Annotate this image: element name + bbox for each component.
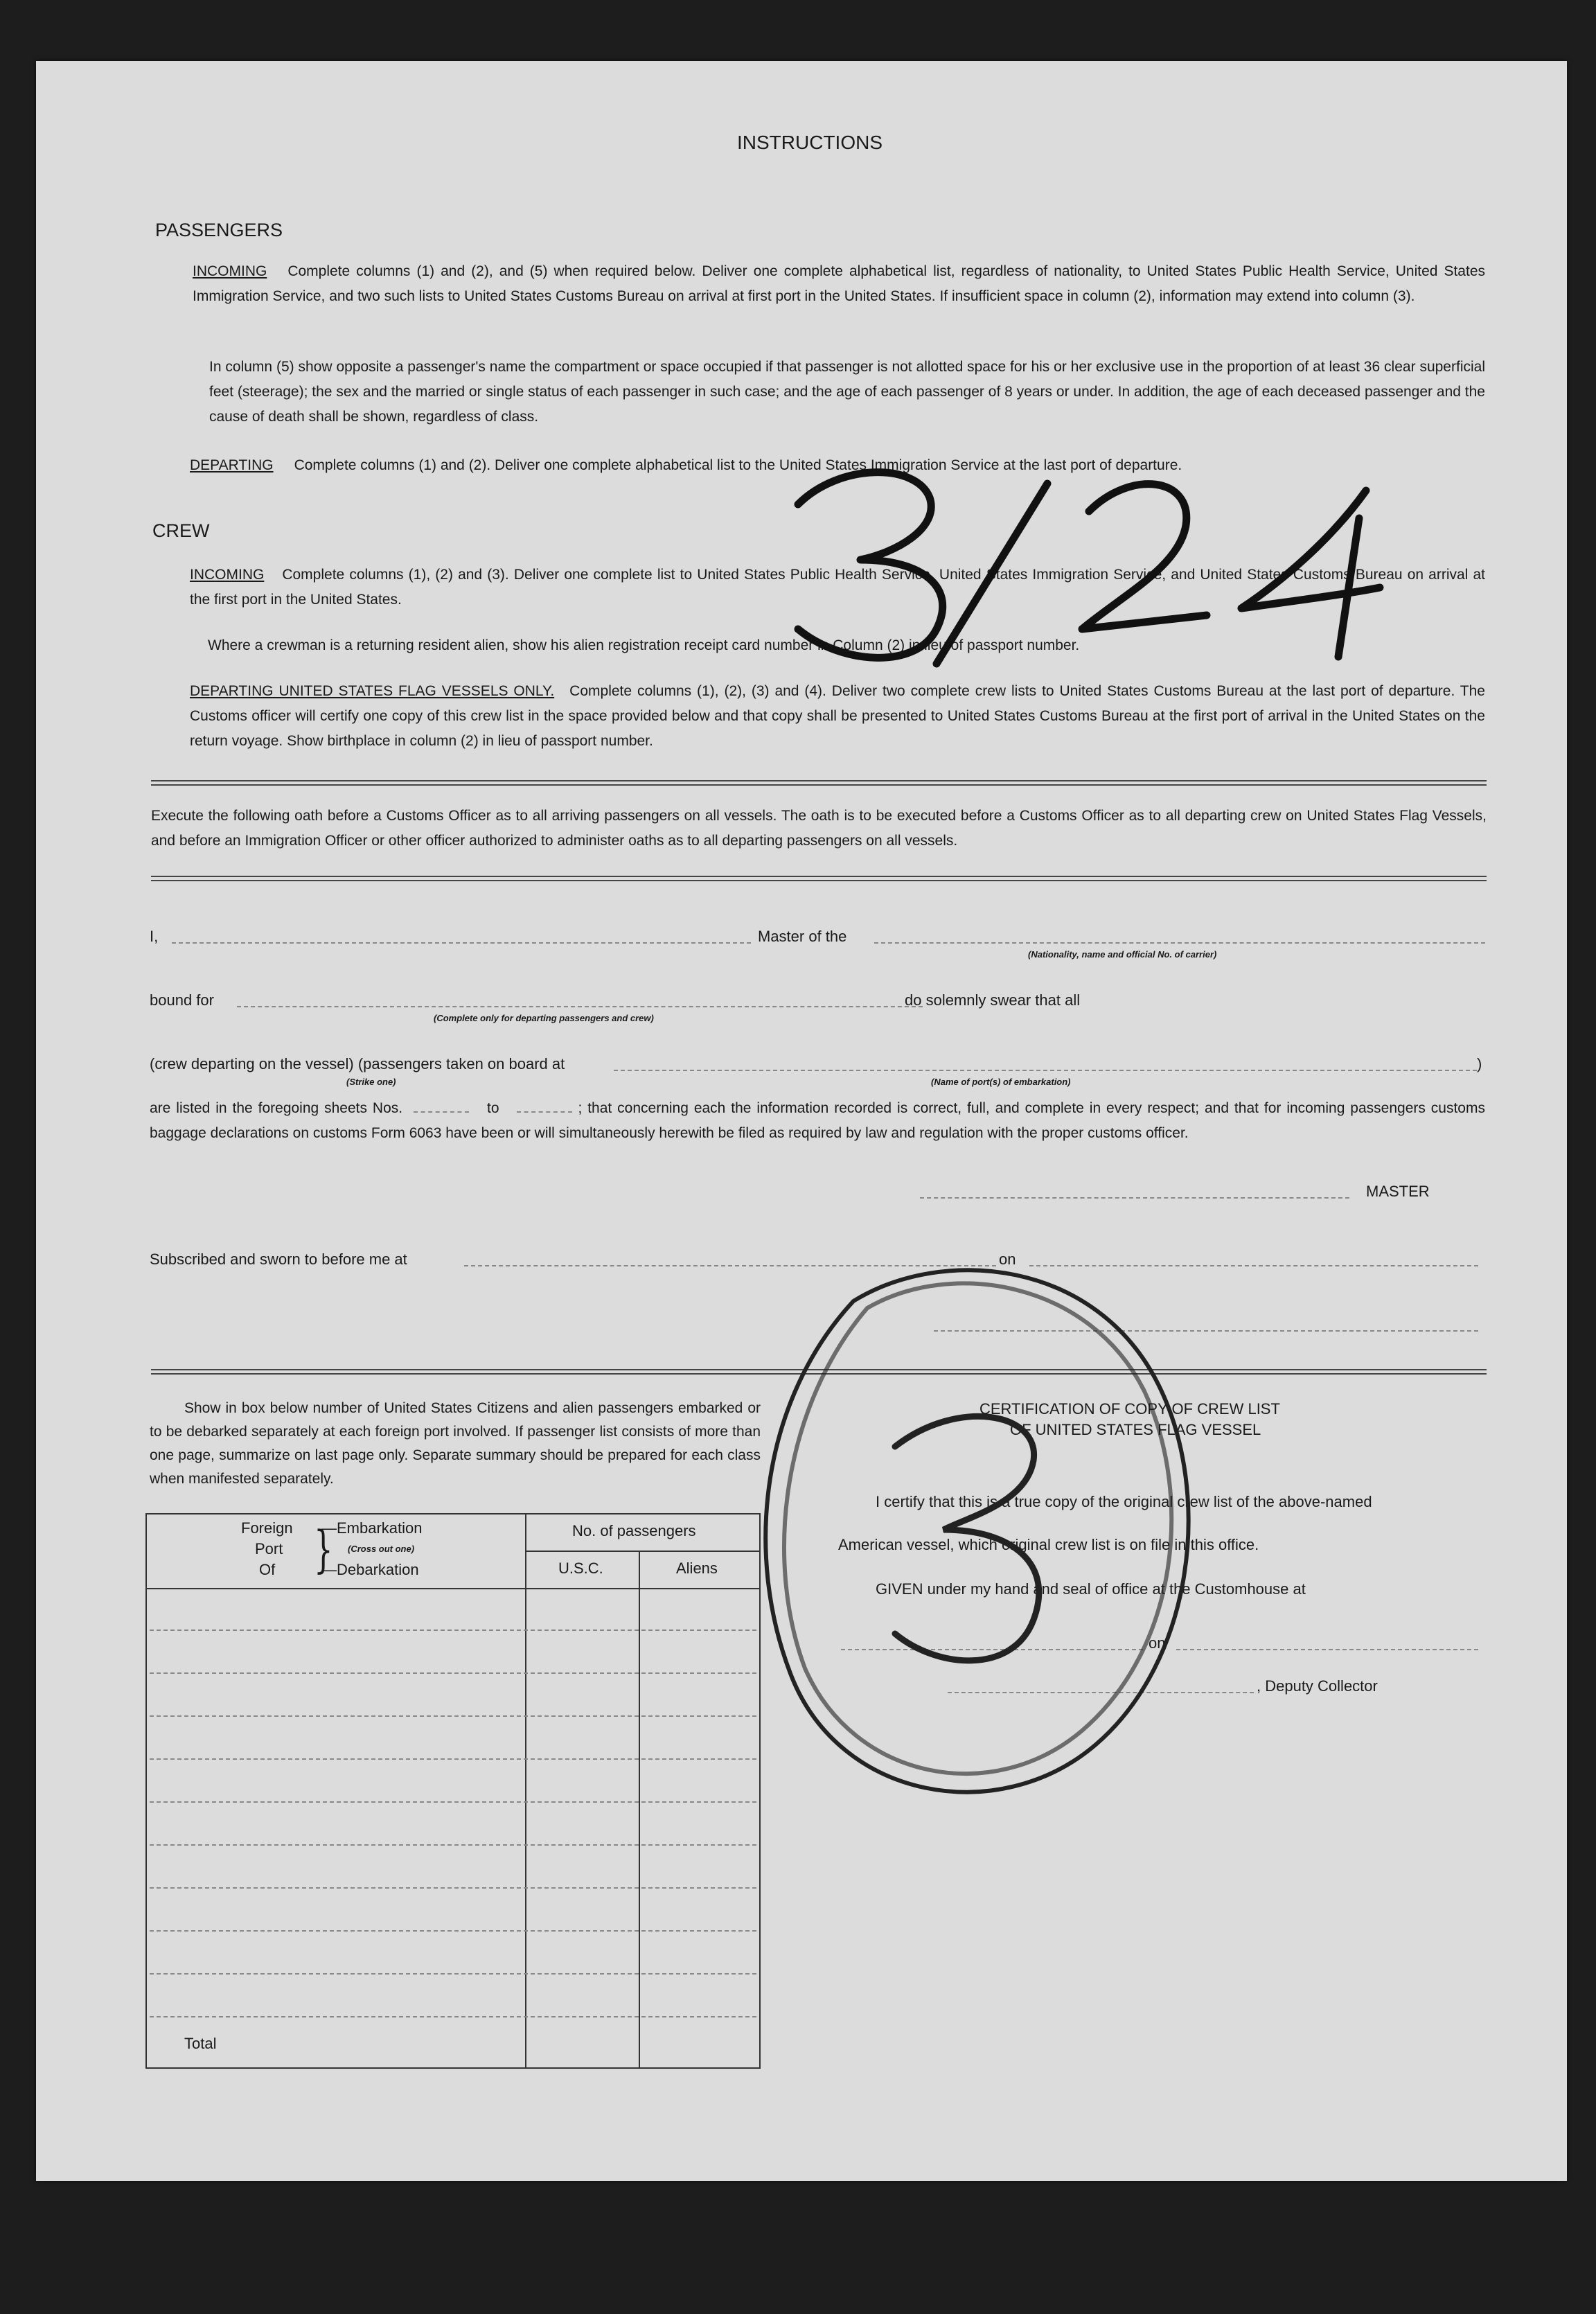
certification-line-3: GIVEN under my hand and seal of office at the Customhouse at: [876, 1580, 1306, 1598]
crew-departing-label: (crew departing on the vessel) (passengers taken on board at: [150, 1055, 565, 1072]
total-label: Total: [184, 2035, 217, 2052]
aliens-header: Aliens: [676, 1560, 718, 1577]
deputy-collector-label: , Deputy Collector: [1257, 1677, 1378, 1695]
embarkation-label: —Embarkation: [321, 1519, 423, 1537]
certification-title-2: OF UNITED STATES FLAG VESSEL: [1010, 1421, 1261, 1438]
passengers-departing-text: Complete columns (1) and (2). Deliver one complete alphabetical list to the United States Immigration Service at the last port of departure.: [294, 457, 1182, 473]
document-page: [36, 61, 1567, 2181]
passengers-incoming-text: Complete columns (1) and (2), and (5) when required below. Deliver one complete alphabetical list, regardless of nationality, to United States Public Health Service, United States Immigration Service, and two such lists to United States Customs Bureau on arrival at first port in the United States. If insufficient space in column (2), information may extend into column (3).: [193, 263, 1485, 304]
brace-icon: }: [314, 1520, 333, 1578]
table-row[interactable]: [150, 1672, 756, 1674]
page-title: INSTRUCTIONS: [737, 132, 883, 153]
handwritten-circled-number: [736, 1218, 1234, 1842]
crew-heading: CREW: [152, 520, 210, 541]
crew-incoming-label: INCOMING: [190, 567, 265, 583]
passenger-summary-table: [145, 1513, 761, 2069]
crew-departing-label: DEPARTING UNITED STATES FLAG VESSELS ONLY.: [190, 683, 555, 699]
certification-on-label: on: [1149, 1634, 1166, 1652]
summary-instruction: Show in box below number of United States Citizens and alien passengers embarked or to be debarked separately at each foreign port involved. If passenger list consists of more than one page, summarize on last page only. Separate summary should be prepared for each class when manifested separately.: [150, 1400, 761, 1487]
close-paren: ): [1477, 1055, 1482, 1072]
crew-incoming-text: Complete columns (1), (2) and (3). Deliver one complete list to United States Public Health Service, United States Immigration Service, and United States Customs Bureau on arrival at the first port in the United States.: [190, 567, 1485, 608]
cross-out-note: (Cross out one): [348, 1544, 415, 1554]
embarkation-ports-field-line[interactable]: [614, 1070, 1477, 1071]
col-port: Port: [255, 1540, 283, 1557]
subscribed-label: Subscribed and sworn to before me at: [150, 1251, 407, 1268]
crew-departing-text: Complete columns (1), (2), (3) and (4). Deliver two complete crew lists to United States Customs Bureau at the last port of departure. The Customs officer will certify one copy of this crew list in the space provided below and that copy shall be presented to United States Customs Bureau at the first port of arrival in the United States on the return voyage. Show birthplace in column (2) in lieu of passport number.: [190, 683, 1485, 749]
name-field-line[interactable]: [172, 942, 751, 944]
listed-sheets-paragraph: are listed in the foregoing sheets Nos. to ; that concerning each the information recorded is correct, full, and complete in every respect; and that for incoming passengers customs baggage declarations on customs Form 6063 have been or will simultaneously herewith be filed as required by law and regulation with the proper customs officer.: [150, 1100, 1485, 1141]
table-row[interactable]: [150, 2016, 756, 2017]
passengers-incoming-label: INCOMING: [193, 263, 267, 279]
table-row[interactable]: [150, 1930, 756, 1932]
table-row[interactable]: [150, 1629, 756, 1631]
table-row[interactable]: [150, 1887, 756, 1889]
passengers-heading: PASSENGERS: [155, 220, 283, 240]
passengers-departing-label: DEPARTING: [190, 457, 274, 473]
table-row[interactable]: [150, 1758, 756, 1760]
col-foreign: Foreign: [241, 1519, 293, 1537]
table-row[interactable]: [150, 1715, 756, 1717]
no-of-passengers-header: No. of passengers: [572, 1522, 696, 1539]
section-divider: [151, 780, 1487, 786]
sheet-to-field[interactable]: [517, 1111, 572, 1113]
table-row[interactable]: [150, 1973, 756, 1975]
debarkation-label: —Debarkation: [321, 1561, 419, 1578]
bound-for-field-line[interactable]: [237, 1006, 923, 1007]
strike-one-note: (Strike one): [346, 1077, 396, 1087]
master-signature-line[interactable]: [920, 1197, 1349, 1199]
usc-header: U.S.C.: [558, 1560, 603, 1577]
bound-for-label: bound for: [150, 991, 214, 1009]
stamp-number-text: 3/24: [756, 407, 758, 408]
sheet-from-field[interactable]: [414, 1111, 469, 1113]
oath-instruction: Execute the following oath before a Customs Officer as to all arriving passengers on all vessels. The oath is to be executed before a Customs Officer as to all departing crew on United States Flag Vessels, and before an Immigration Officer or other officer authorized to administer oaths as to all departing passengers on all vessels.: [151, 808, 1487, 849]
master-label: MASTER: [1366, 1183, 1430, 1200]
carrier-field-line[interactable]: [874, 942, 1485, 944]
bound-for-note: (Complete only for departing passengers and crew): [434, 1013, 654, 1023]
certification-line-2: American vessel, which original crew list is on file in this office.: [838, 1536, 1259, 1553]
swear-label: do solemnly swear that all: [905, 991, 1081, 1009]
crew-resident-paragraph: Where a crewman is a returning resident alien, show his alien registration receipt card number in Column (2) in lieu of passport number.: [208, 637, 1080, 653]
passengers-incoming-paragraph: [193, 259, 1485, 309]
section-divider: [151, 876, 1487, 881]
table-row[interactable]: [150, 1801, 756, 1803]
col-of: Of: [259, 1561, 276, 1578]
passengers-column5-paragraph: In column (5) show opposite a passenger's name the compartment or space occupied if that passenger is not allotted space for his or her exclusive use in the proportion of at least 36 clear superficial feet (steerage); the sex and the married or single status of each passenger in such case; and the age of each passenger of 8 years or under. In addition, the age of each deceased passenger and the cause of death shall be shown, regardless of class.: [209, 359, 1485, 425]
oath-i-label: I,: [150, 928, 159, 945]
master-of-label: Master of the: [758, 928, 847, 945]
certification-title-1: CERTIFICATION OF COPY OF CREW LIST: [979, 1400, 1280, 1417]
carrier-note: (Nationality, name and official No. of carrier): [1028, 949, 1217, 960]
table-header: [147, 1514, 759, 1589]
sworn-on-label: on: [999, 1251, 1016, 1268]
table-row[interactable]: [150, 1844, 756, 1846]
ports-note: (Name of port(s) of embarkation): [931, 1077, 1071, 1087]
handwritten-stamp-number: [756, 407, 1408, 698]
certification-line-1: I certify that this is a true copy of the original crew list of the above-named: [876, 1493, 1372, 1510]
